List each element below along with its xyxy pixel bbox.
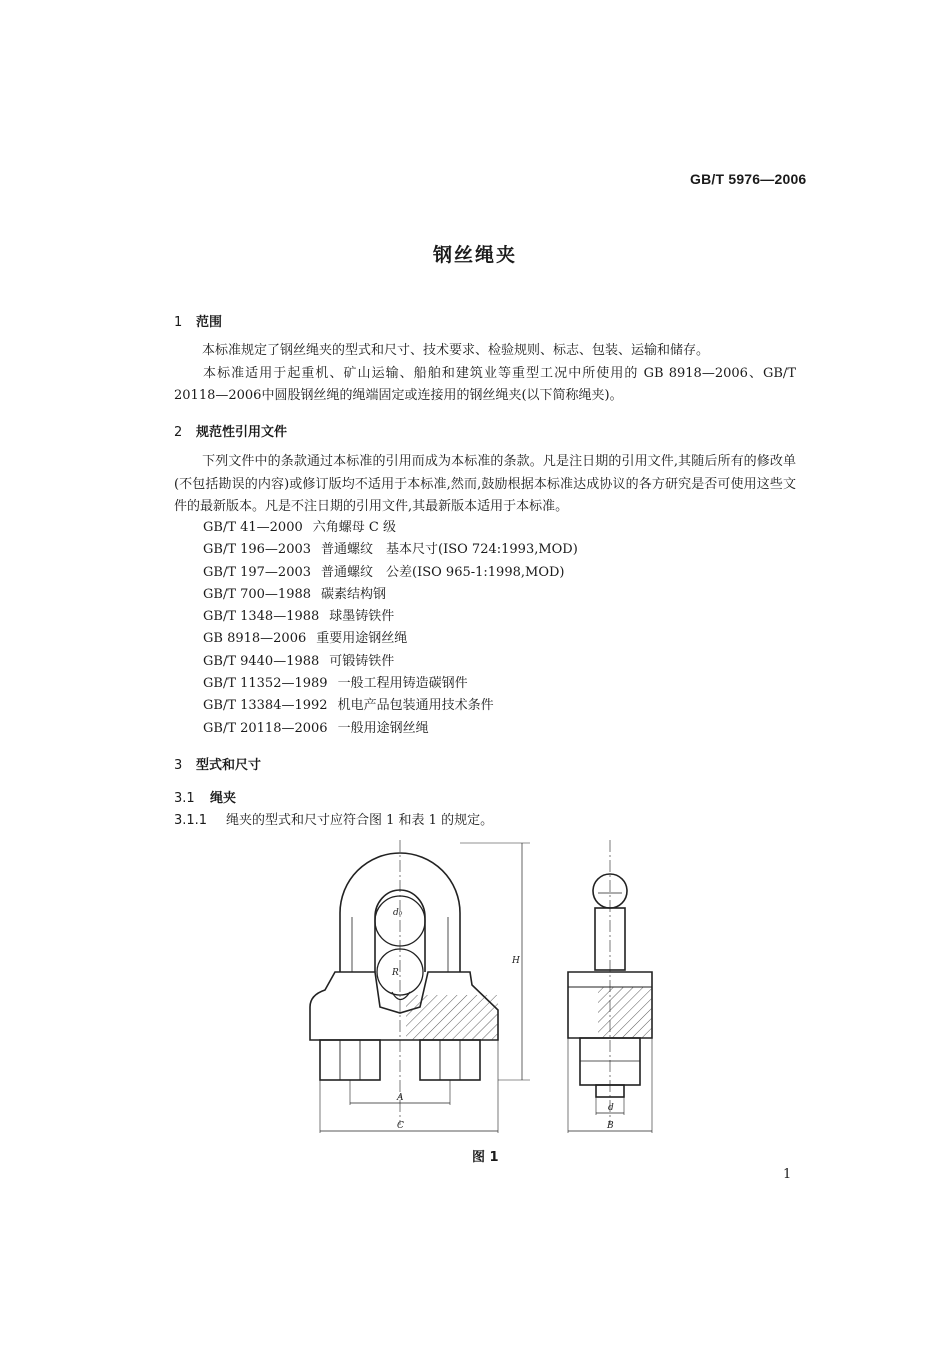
reference-code: GB/T 1348—1988 [203,609,320,625]
section-2-intro: 下列文件中的条款通过本标准的引用而成为本标准的条款。凡是注日期的引用文件,其随后所有的修改单(不包括勘误的内容)或修订版均不适用于本标准,然而,鼓励根据本标准达成协议的各方研究是否可使用这些文件的最新版本。凡是不注日期的引用文件,其最新版本适用于本标准。 [174,454,796,514]
wire-rope-clip-drawing [300,835,680,1140]
page-number: 1 [783,1167,792,1182]
reference-code: GB/T 197—2003 [203,564,312,580]
reference-item [203,651,578,673]
reference-code: GB/T 700—1988 [203,586,312,602]
section-1-paragraph: 本标准规定了钢丝绳夹的型式和尺寸、技术要求、检验规则、标志、包装、运输和储存。 [202,343,710,358]
subsection-title: 绳夹 [210,791,237,806]
reference-title: 碳素结构钢 [321,586,387,602]
reference-title: 一般工程用铸造碳钢件 [337,676,468,692]
reference-title: 可锻铸铁件 [329,653,395,669]
reference-title: 球墨铸铁件 [329,609,395,625]
reference-title: 普通螺纹 基本尺寸(ISO 724:1993,MOD) [321,542,578,558]
dim-label-d: d [608,1103,614,1113]
reference-item [203,562,578,584]
front-view [310,840,530,1133]
section-2-heading [174,421,287,440]
reference-item [203,673,578,695]
document-title: 钢丝绳夹 [432,244,517,266]
reference-code: GB/T 13384—1992 [203,698,328,714]
subsection-3-1-heading [174,787,236,806]
section-1-body [174,340,796,408]
reference-code: GB/T 196—2003 [203,542,312,558]
subsection-number: 3.1 [174,791,195,806]
reference-code: GB 8918—2006 [203,631,307,647]
clause-3-1-1 [174,809,493,828]
reference-item [203,517,578,539]
section-1-paragraph: 本标准适用于起重机、矿山运输、船舶和建筑业等重型工况中所使用的 GB 8918—2006、GB/T 20118—2006中圆股钢丝绳的绳端固定或连接用的钢丝绳夹(以下简称绳夹)。 [174,365,796,403]
dim-label-R: R [392,968,399,978]
reference-code: GB/T 41—2000 [203,520,303,535]
reference-code: GB/T 11352—1989 [203,676,328,692]
reference-title: 普通螺纹 公差(ISO 965-1:1998,MOD) [321,564,565,580]
figure-caption: 图 1 [472,1150,499,1165]
reference-title: 重要用途钢丝绳 [316,631,408,647]
section-3-number: 3 [174,758,183,773]
section-2-title: 规范性引用文件 [196,425,288,440]
nut-left [320,1040,380,1080]
side-view [568,840,652,1133]
reference-code: GB/T 9440—1988 [203,653,320,669]
reference-title: 机电产品包装通用技术条件 [337,698,494,714]
dim-label-H: H [512,956,520,966]
section-1-heading [174,311,222,330]
reference-title: 六角螺母 C 级 [312,520,396,535]
dim-label-A: A [397,1093,404,1103]
clause-text: 绳夹的型式和尺寸应符合图 1 和表 1 的规定。 [226,813,494,828]
reference-code: GB/T 20118—2006 [203,720,328,736]
section-1-number: 1 [174,315,183,330]
clause-number: 3.1.1 [174,813,208,828]
standard-code: GB/T 5976—2006 [690,171,807,187]
reference-item [203,718,578,740]
reference-item [203,628,578,650]
dim-label-d0: d₀ [393,908,403,918]
reference-list [203,517,578,740]
section-1-title: 范围 [196,315,223,330]
reference-item [203,695,578,717]
reference-item [203,584,578,606]
section-3-title: 型式和尺寸 [196,758,262,773]
reference-item [203,539,578,561]
dim-label-C: C [397,1121,404,1131]
reference-item [203,606,578,628]
dim-label-B: B [607,1121,614,1131]
section-2-number: 2 [174,425,183,440]
reference-title: 一般用途钢丝绳 [337,720,429,736]
nut-right [420,1040,480,1080]
section-3-heading [174,754,261,773]
